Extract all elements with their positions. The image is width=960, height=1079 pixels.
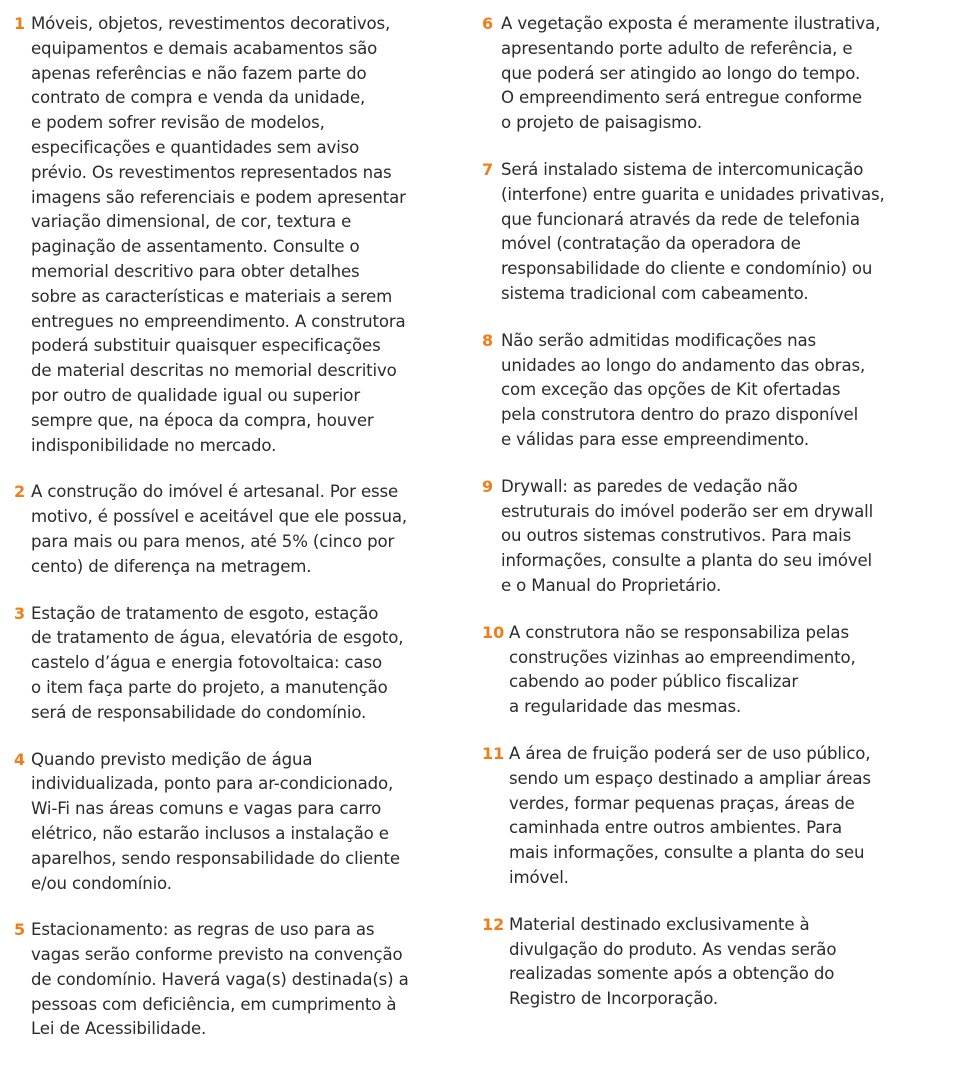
note-number: 6 (482, 14, 494, 33)
disclaimer-note-5 (14, 918, 464, 1042)
note-text: A vegetação exposta é meramente ilustrativa, apresentando porte adulto de referência, e que poderá ser atingido ao longo do tempo. O empreendimento será entregue conforme o projeto de paisagismo. (501, 14, 881, 133)
note-number: 9 (482, 476, 494, 496)
note-text: Não serão admitidas modificações nas unidades ao longo do andamento das obras, com exceção das opções de Kit ofertadas pela construtora dentro do prazo disponível e válidas para esse empreendimento. (501, 330, 866, 449)
note-number: 10 (482, 622, 505, 642)
note-number: 8 (482, 330, 494, 350)
note-number: 5 (14, 920, 26, 940)
disclaimer-column-right (482, 12, 952, 1034)
note-text: Drywall: as paredes de vedação não estruturais do imóvel poderão ser em drywall ou outros sistemas construtivos. Para mais informações, consulte a planta do seu imóvel e o Manual do Proprietário. (501, 476, 874, 595)
disclaimer-note-11 (482, 742, 952, 891)
note-text: Quando previsto medição de água individualizada, ponto para ar-condicionado, Wi-Fi nas áreas comuns e vagas para carro elétrico, não estarão inclusos a instalação e aparelhos, sendo responsabilidade do cliente e/ou condomínio. (31, 749, 400, 893)
disclaimer-note-9 (482, 475, 952, 599)
disclaimer-note-8 (482, 329, 952, 453)
disclaimer-note-10 (482, 621, 952, 720)
note-number: 7 (482, 159, 494, 179)
disclaimer-note-6 (482, 12, 952, 136)
note-number: 2 (14, 482, 26, 502)
disclaimer-note-3 (14, 602, 464, 726)
note-number: 4 (14, 749, 26, 769)
note-number: 11 (482, 743, 505, 763)
note-number: 3 (14, 603, 26, 623)
note-number: 12 (482, 914, 505, 934)
note-text: A área de fruição poderá ser de uso público, sendo um espaço destinado a ampliar áreas verdes, formar pequenas praças, áreas de caminhada entre outros ambientes. Para mais informações, consulte a planta do seu imóvel. (509, 743, 871, 887)
note-text: Estação de tratamento de esgoto, estação de tratamento de água, elevatória de esgoto, castelo d’água e energia fotovoltaica: caso o item faça parte do projeto, a manutenção será de responsabilidade do condomínio. (31, 603, 404, 722)
disclaimer-note-2 (14, 480, 464, 579)
disclaimer-note-1 (14, 12, 464, 458)
note-text: A construção do imóvel é artesanal. Por esse motivo, é possível e aceitável que ele possua, para mais ou para menos, até 5% (cinco por cento) de diferença na metragem. (31, 482, 407, 576)
note-text: Material destinado exclusivamente à divulgação do produto. As vendas serão realizadas somente após a obtenção do Registro de Incorporação. (509, 914, 837, 1009)
note-number: 1 (14, 14, 26, 33)
note-text: Estacionamento: as regras de uso para as vagas serão conforme previsto na convenção de condomínio. Haverá vaga(s) destinada(s) a pessoas com deficiência, em cumprimento à Lei de Acessibilidade. (31, 920, 409, 1039)
note-text: Será instalado sistema de intercomunicação (interfone) entre guarita e unidades privativas, que funcionará através da rede de telefonia móvel (contratação da operadora de responsabilidade do cliente e condomínio) ou sistema tradicional com cabeamento. (501, 159, 885, 303)
disclaimer-note-7 (482, 158, 952, 307)
note-text: Móveis, objetos, revestimentos decorativos, equipamentos e demais acabamentos são apenas referências e não fazem parte do contrato de compra e venda da unidade, e podem sofrer revisão de modelos, especificações e quantidades sem aviso prévio. Os revestimentos representados nas imagens são referenciais e podem apresentar variação dimensional, de cor, textura e paginação de assentamento. Consulte o memorial descritivo para obter detalhes sobre as características e materiais a serem entregues no empreendimento. A construtora poderá substituir quaisquer especificações de material descritas no memorial descritivo por outro de qualidade igual ou superior sempre que, na época da compra, houver indisponibilidade no mercado. (31, 14, 406, 455)
disclaimer-note-12 (482, 913, 952, 1012)
note-text: A construtora não se responsabiliza pelas construções vizinhas ao empreendimento, cabendo ao poder público fiscalizar a regularidade das mesmas. (509, 622, 856, 717)
disclaimer-column-left (14, 12, 464, 1064)
disclaimer-note-4 (14, 748, 464, 897)
